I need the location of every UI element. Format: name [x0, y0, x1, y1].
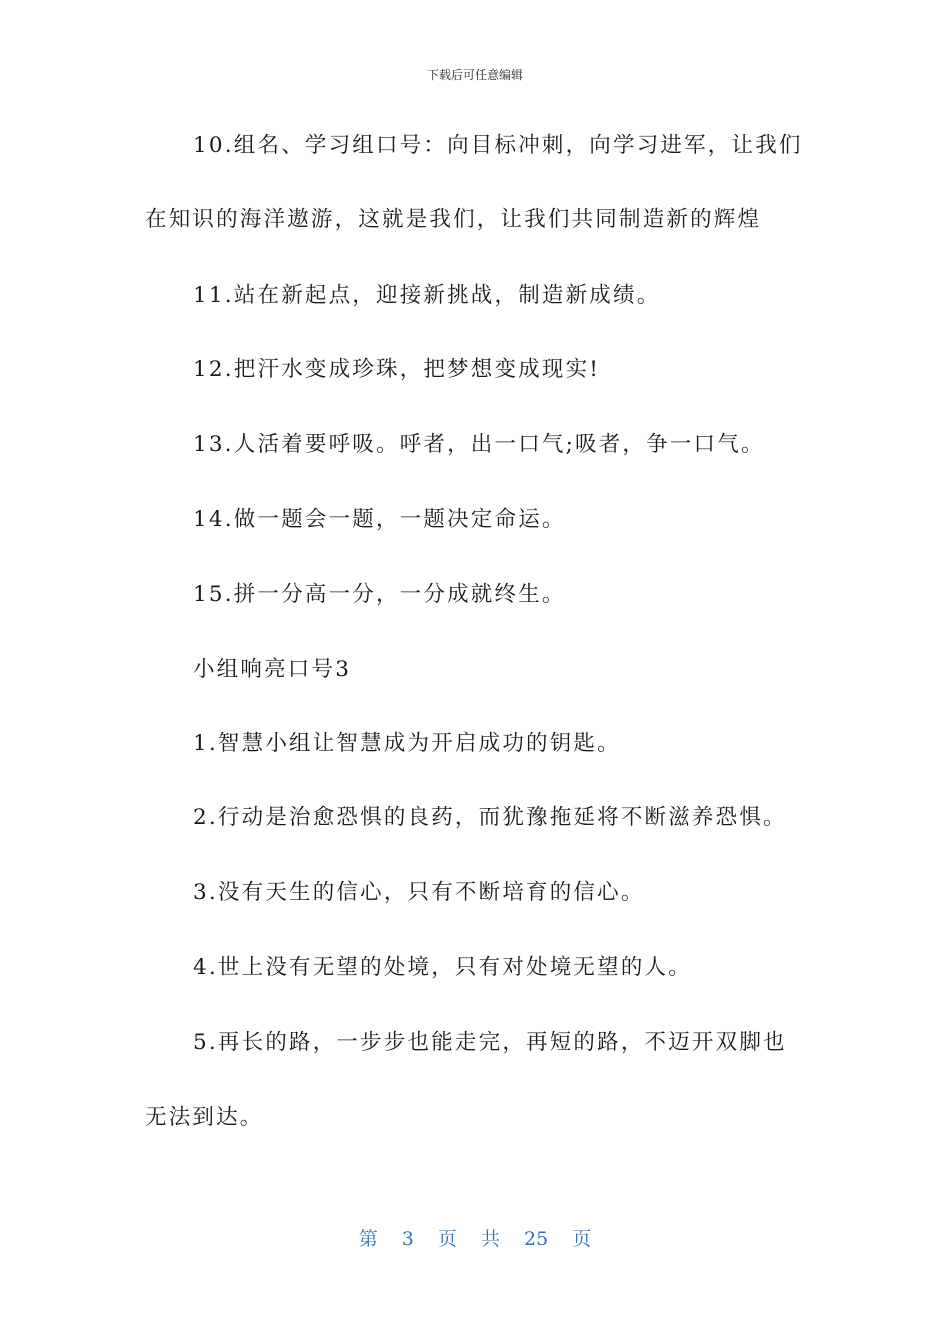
- paragraph-line: 3.没有天生的信心，只有不断培育的信心。: [193, 880, 645, 905]
- footer-current-page: 3: [401, 1228, 414, 1250]
- paragraph-line: 10.组名、学习组口号：向目标冲刺，向学习进军，让我们: [193, 133, 803, 158]
- footer-suffix: 页: [572, 1228, 592, 1250]
- paragraph-line: 1.智慧小组让智慧成为开启成功的钥匙。: [193, 731, 621, 756]
- footer-total-pages: 25: [524, 1228, 549, 1250]
- paragraph-line: 在知识的海洋遨游，这就是我们，让我们共同制造新的辉煌: [145, 207, 762, 232]
- section-heading: 小组响亮口号3: [193, 657, 352, 682]
- footer-prefix: 第: [358, 1228, 378, 1250]
- page-number-footer: [0, 1224, 950, 1251]
- paragraph-line: 无法到达。: [145, 1105, 264, 1130]
- paragraph-line: 14.做一题会一题，一题决定命运。: [193, 507, 566, 532]
- paragraph-line: 4.世上没有无望的处境，只有对处境无望的人。: [193, 955, 692, 980]
- paragraph-line: 11.站在新起点，迎接新挑战，制造新成绩。: [193, 283, 661, 308]
- paragraph-line: 2.行动是治愈恐惧的良药，而犹豫拖延将不断滋养恐惧。: [193, 805, 787, 830]
- paragraph-line: 15.拼一分高一分，一分成就终生。: [193, 582, 566, 607]
- paragraph-line: 12.把汗水变成珍珠，把梦想变成现实!: [193, 357, 601, 382]
- footer-page-word: 页: [437, 1228, 457, 1250]
- paragraph-line: 5.再长的路，一步步也能走完，再短的路，不迈开双脚也: [193, 1030, 787, 1055]
- footer-total-word: 共: [480, 1228, 500, 1250]
- page-header: 下载后可任意编辑: [426, 68, 523, 82]
- paragraph-line: 13.人活着要呼吸。呼者，出一口气;吸者，争一口气。: [193, 432, 765, 457]
